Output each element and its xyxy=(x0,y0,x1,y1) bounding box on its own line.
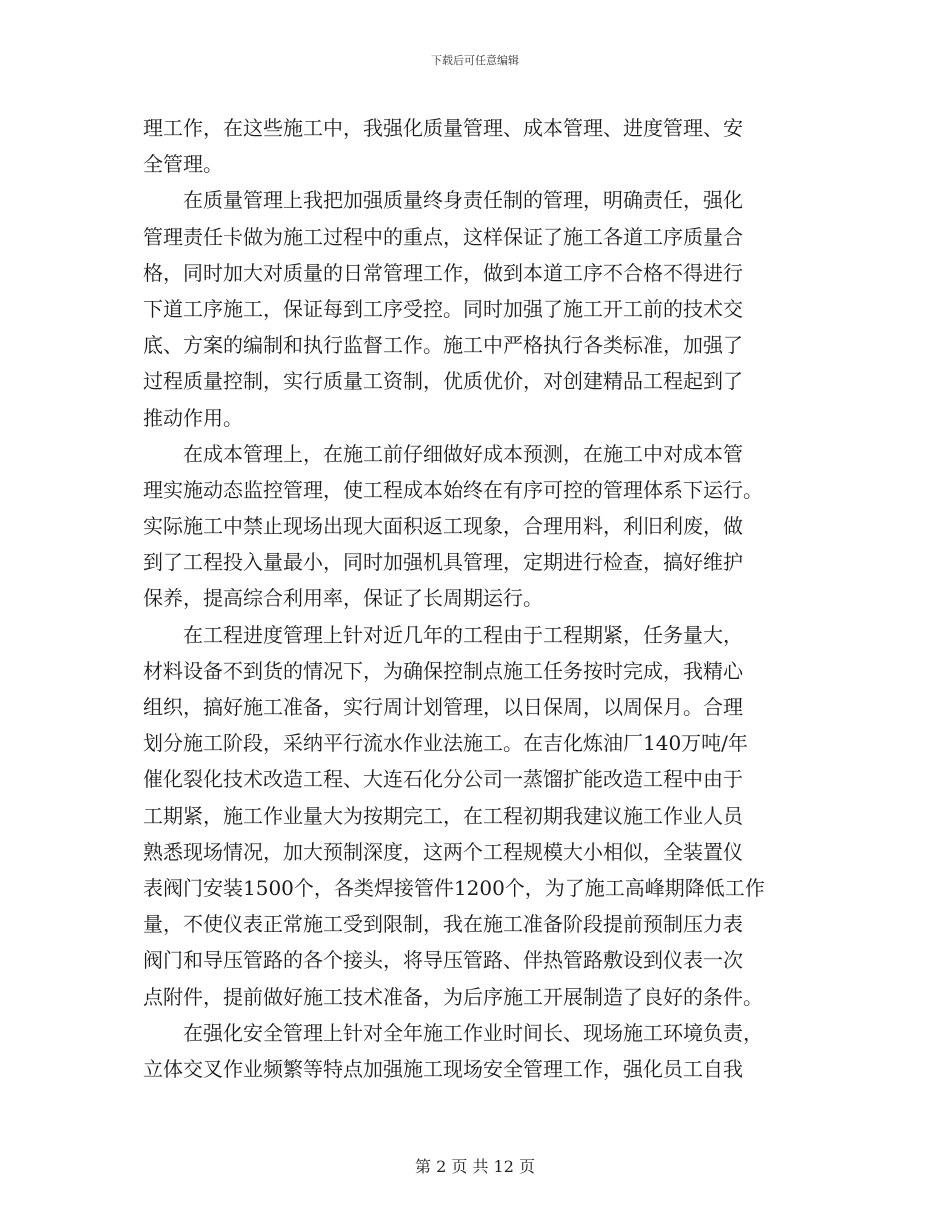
text-line: 在强化安全管理上针对全年施工作业时间长、现场施工环境负责， xyxy=(143,1020,763,1045)
text-line: 组织，搞好施工准备，实行周计划管理，以日保周，以周保月。合理 xyxy=(143,695,743,719)
text-line: 过程质量控制，实行质量工资制，优质优价，对创建精品工程起到了 xyxy=(143,369,743,394)
text-line: 点附件，提前做好施工技术准备，为后序施工开展制造了良好的条件。 xyxy=(143,984,763,1009)
page-footer: 第 2 页 共 12 页 xyxy=(415,1157,535,1176)
text-line: 熟悉现场情况，加大预制深度，这两个工程规模大小相似，全装置仪 xyxy=(143,839,743,864)
text-line: 在工程进度管理上针对近几年的工程由于工程期紧，任务量大， xyxy=(143,622,743,647)
text-line: 保养，提高综合利用率，保证了长周期运行。 xyxy=(143,586,543,611)
text-line: 划分施工阶段，采纳平行流水作业法施工。在吉化炼油厂140万吨/年 xyxy=(143,731,748,756)
text-line: 管理责任卡做为施工过程中的重点，这样保证了施工各道工序质量合 xyxy=(143,224,743,249)
text-line: 理实施动态监控管理，使工程成本始终在有序可控的管理体系下运行。 xyxy=(143,477,763,502)
text-line: 下道工序施工，保证每到工序受控。同时加强了施工开工前的技术交 xyxy=(143,296,743,321)
text-line: 工期紧，施工作业量大为按期完工，在工程初期我建议施工作业人员 xyxy=(143,803,743,828)
text-line: 在质量管理上我把加强质量终身责任制的管理，明确责任，强化 xyxy=(143,188,743,213)
text-line: 理工作，在这些施工中，我强化质量管理、成本管理、进度管理、安 xyxy=(143,116,743,140)
text-line: 底、方案的编制和执行监督工作。施工中严格执行各类标准，加强了 xyxy=(143,333,743,358)
text-line: 实际施工中禁止现场出现大面积返工现象，合理用料，利旧利废，做 xyxy=(143,514,743,539)
text-line: 量，不使仪表正常施工受到限制，我在施工准备阶段提前预制压力表 xyxy=(143,912,743,937)
text-line: 全管理。 xyxy=(143,152,223,177)
text-line: 格，同时加大对质量的日常管理工作，做到本道工序不合格不得进行 xyxy=(143,260,743,285)
document-body xyxy=(143,110,811,1087)
text-line: 材料设备不到货的情况下，为确保控制点施工任务按时完成，我精心 xyxy=(143,658,743,683)
text-line: 到了工程投入量最小，同时加强机具管理，定期进行检查，搞好维护 xyxy=(143,550,743,575)
text-line: 表阀门安装1500个，各类焊接管件1200个，为了施工高峰期降低工作 xyxy=(143,875,765,900)
text-line: 催化裂化技术改造工程、大连石化分公司一蒸馏扩能改造工程中由于 xyxy=(143,767,743,792)
text-line: 在成本管理上，在施工前仔细做好成本预测，在施工中对成本管 xyxy=(143,441,743,466)
text-line: 立体交叉作业频繁等特点加强施工现场安全管理工作，强化员工自我 xyxy=(143,1056,743,1081)
text-line: 阀门和导压管路的各个接头，将导压管路、伴热管路敷设到仪表一次 xyxy=(143,948,743,973)
page-header: 下载后可任意编辑 xyxy=(431,54,519,67)
text-line: 推动作用。 xyxy=(143,405,243,430)
